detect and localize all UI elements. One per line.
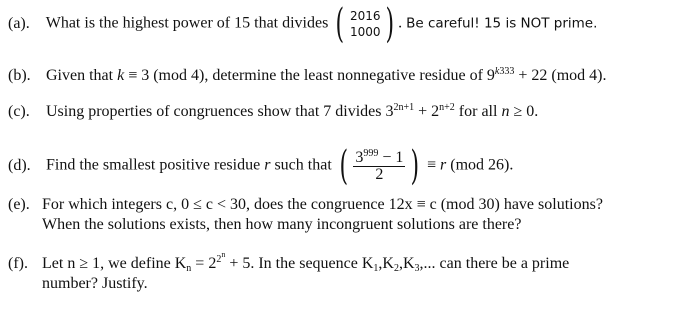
right-paren: ) (410, 143, 420, 189)
problem-text: = 2 (191, 255, 217, 272)
subscript: 1 (373, 263, 379, 274)
problem-text-line2: When the solutions exists, then how many incongruent solutions are there? (42, 216, 522, 233)
exponent (216, 250, 226, 265)
exponent-k: k (494, 66, 500, 77)
problem-text: + 22 (mod 4). (514, 67, 607, 84)
left-paren: ( (339, 143, 348, 189)
problem-text: ≡ (423, 156, 441, 174)
left-paren: ( (335, 1, 345, 47)
problem-text: Find the smallest positive residue (46, 156, 261, 174)
problem-text-line2: number? Justify. (42, 275, 148, 292)
numerator-rest: − 1 (378, 148, 404, 166)
problem-text: ,... can there be a prime (419, 255, 570, 272)
problem-b (8, 66, 606, 86)
problem-label: (a). (8, 14, 30, 32)
numerator-exponent: 999 (363, 147, 379, 159)
problem-text: . (398, 14, 403, 32)
exponent (495, 66, 514, 77)
problem-label: (d). (8, 156, 31, 174)
problem-text: ≥ 0. (509, 103, 539, 120)
problem-text: Let n ≥ 1, we define K (42, 255, 187, 272)
exponent-n: n (221, 250, 226, 259)
subscript: n (186, 263, 192, 274)
problem-label: (f). (8, 255, 28, 272)
problem-text: Using properties of congruences show that 7 divides 3 (46, 103, 394, 120)
problem-text: What is the highest power of 15 that divides (45, 14, 329, 32)
problem-text: Given that (46, 67, 114, 84)
problem-a (8, 1, 598, 47)
variable-k: k (117, 67, 125, 84)
problem-c (8, 102, 538, 122)
problem-text: (mod 26). (446, 156, 514, 174)
problem-text: ,K (378, 255, 394, 272)
right-paren: ) (385, 1, 395, 47)
problem-note: Be careful! 15 is NOT prime. (406, 15, 598, 32)
problem-text: ≡ 3 (mod 4), determine the least nonnegative residue of 9 (124, 67, 495, 84)
exponent: 2n+1 (393, 102, 415, 113)
problem-label: (b). (8, 67, 31, 84)
exponent-2: 2 (216, 254, 222, 265)
binom-top: 2016 (349, 9, 381, 23)
problem-label: (e). (8, 196, 30, 213)
problem-text-line1: For which integers c, 0 ≤ c < 30, does the congruence 12x ≡ c (mod 30) have solutions? (42, 196, 603, 213)
binom-bottom: 1000 (349, 25, 381, 39)
subscript: 3 (414, 263, 420, 274)
variable-r: r (264, 156, 271, 174)
problem-text: for all (454, 103, 502, 120)
problem-text: such that (274, 156, 332, 174)
problem-f (8, 250, 570, 294)
variable-r: r (440, 156, 447, 174)
problem-text: ,K (398, 255, 415, 272)
binomial (348, 8, 383, 40)
problem-d (8, 143, 514, 189)
variable-n: n (501, 103, 510, 120)
fraction-numerator (353, 147, 405, 167)
exponent-value: 333 (499, 66, 515, 77)
fraction (351, 147, 407, 183)
problem-text: + 2 (414, 103, 440, 120)
problem-text: + 5. In the sequence K (225, 255, 374, 272)
numerator-base: 3 (355, 148, 364, 166)
fraction-denominator: 2 (375, 165, 384, 183)
problem-label: (c). (8, 103, 30, 120)
problem-e (8, 195, 603, 235)
subscript: 2 (393, 263, 399, 274)
exponent: n+2 (439, 102, 455, 113)
